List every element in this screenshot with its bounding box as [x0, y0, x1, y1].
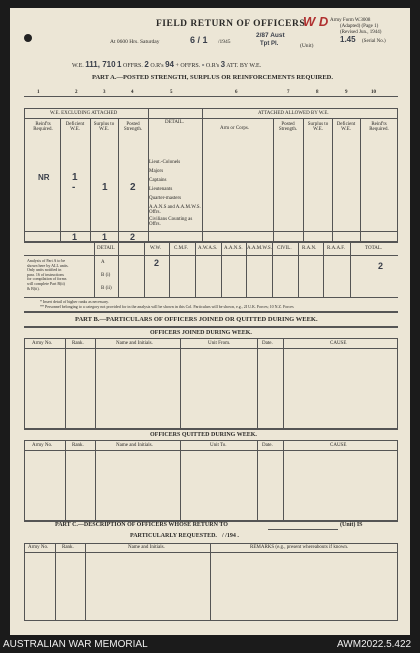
analysis-col-awas: A.W.A.S. — [198, 246, 218, 251]
footer-accession: AWM2022.5.422 — [337, 639, 412, 650]
footer-source: AUSTRALIAN WAR MEMORIAL — [3, 639, 148, 650]
note-2: ** Personnel belonging to a category not provided for in the analysis will be shown in this Col. Particulars will be shown, e.g., 2I U.K. Forces; 10 N.Z. Forces — [40, 304, 294, 309]
hw-deficient-1: 1 — [72, 172, 78, 183]
analysis-instructions: Analysis of Part A to be shown here by ALL units. Only units notified in para. 16 of instructions for compilation of forms will complete Part B(ii) & B(ii). — [27, 258, 69, 291]
part-c-line2: PARTICULARLY REQUESTED. — [130, 533, 217, 539]
col-num-2: 2 — [75, 90, 78, 95]
analysis-row-b1: B (i) — [101, 273, 111, 278]
form-id-line1: Army Form W.3008 — [330, 18, 371, 23]
part-c-col-remarks: REMARKS (e.g., present whereabouts if known. — [250, 545, 349, 550]
joined-col-cause: CAUSE — [330, 341, 347, 346]
part-b-heading: PART B.—PARTICULARS OF OFFICERS JOINED OR QUITTED DURING WEEK. — [75, 316, 318, 323]
we-excluding-attached: W.E. EXCLUDING ATTACHED — [50, 111, 118, 116]
form-paper — [10, 8, 410, 635]
hdr-reinf-required-right: Reinf'ts Required. — [369, 122, 389, 132]
analysis-col-ran: R.A.N. — [302, 246, 317, 251]
col-num-7: 7 — [287, 90, 290, 95]
hw-analysis-ww: 2 — [154, 258, 160, 268]
part-c-col-rank: Rank. — [62, 545, 74, 550]
detail-aans: A.A.N.S and A.A.M.W.S. Offrs. — [149, 205, 201, 215]
form-title: FIELD RETURN OF OFFICERS — [156, 19, 306, 29]
hdr-deficient-right: Deficient W.E. — [336, 122, 356, 132]
binder-mark — [24, 34, 32, 42]
part-c-line1: PART C.—DESCRIPTION OF OFFICERS WHOSE RETURN TO — [55, 522, 228, 528]
at-line-date: 6 / 1 — [190, 35, 208, 45]
handwritten-initials: W D — [303, 14, 329, 29]
col-num-1: 1 — [37, 90, 40, 95]
col-num-9: 9 — [345, 90, 348, 95]
note-1: * Insert detail of higher ranks as necessary. — [40, 299, 109, 304]
detail-majors: Majors — [149, 169, 164, 174]
hdr-detail: DETAIL. — [165, 120, 184, 125]
joined-title: OFFICERS JOINED DURING WEEK. — [150, 330, 252, 336]
quitted-col-cause: CAUSE — [330, 443, 347, 448]
hw-posted-2: 2 — [130, 182, 136, 193]
at-line-year: /1945 — [218, 39, 231, 45]
part-c-col-army-no: Army No. — [28, 545, 49, 550]
detail-captains: Captains — [149, 178, 167, 183]
hw-total-surplus: 1 — [102, 232, 108, 242]
col-num-4: 4 — [131, 90, 134, 95]
detail-lieutenants: Lieutenants — [149, 187, 173, 192]
quitted-col-unit-to: Unit To. — [210, 443, 227, 448]
hdr-deficient-left: Deficient W.E. — [65, 122, 85, 132]
hw-total-deficient: 1 — [72, 232, 78, 242]
col-num-6: 6 — [235, 90, 238, 95]
analysis-col-civil: CIVIL. — [277, 246, 292, 251]
we-line: W.E. 111, 710 1 OFFRS. 2 O.R's 94 + OFFRS. - O.R's 3 ATT. BY W.E. — [72, 60, 262, 69]
hdr-surplus-right: Surplus to W.E. — [307, 122, 329, 132]
part-c-col-name: Name and Initials. — [128, 545, 165, 550]
analysis-row-b2: B (ii) — [101, 286, 112, 291]
hw-surplus-2: 1 — [102, 182, 108, 193]
analysis-detail-label: DETAIL — [97, 246, 115, 251]
col-num-3: 3 — [103, 90, 106, 95]
detail-lieut-colonels: Lieut.-Colonels — [149, 160, 181, 165]
joined-col-unit-from: Unit From. — [208, 341, 231, 346]
col-num-8: 8 — [316, 90, 319, 95]
analysis-col-cmf: C.M.F. — [174, 246, 188, 251]
form-id-line3: (Revised Jun., 1944) — [340, 30, 382, 35]
quitted-col-rank: Rank. — [72, 443, 84, 448]
attached-allowed: ATTACHED ALLOWED BY W.E. — [258, 111, 329, 116]
detail-quartermasters: Quarter-masters — [149, 196, 182, 201]
hw-deficient-2: - — [72, 182, 76, 193]
hdr-posted-right: Posted Strength. — [278, 122, 298, 132]
part-c-date: / /194 . — [222, 533, 239, 539]
quitted-col-army-no: Army No. — [32, 443, 53, 448]
analysis-row-a: A — [101, 260, 105, 265]
hw-analysis-total: 2 — [378, 261, 384, 271]
hdr-arm-corps: Arm or Corps. — [220, 126, 250, 131]
at-line-unit-label: (Unit) — [300, 43, 314, 49]
at-line-serial: 1.45 — [340, 35, 356, 44]
form-id-line2: (Adapted) (Page 1) — [340, 24, 379, 29]
hw-nr: NR — [38, 173, 50, 182]
hdr-posted-left: Posted Strength. — [123, 122, 143, 132]
at-line-unit1: 2/87 Aust — [256, 32, 285, 39]
hw-total-posted: 2 — [130, 232, 136, 242]
joined-col-rank: Rank. — [72, 341, 84, 346]
analysis-col-aamws: A.A.M.W.S. — [247, 246, 272, 251]
part-a-heading: PART A.—POSTED STRENGTH, SURPLUS OR REINFORCEMENTS REQUIRED. — [92, 74, 333, 81]
col-num-5: 5 — [170, 90, 173, 95]
col-num-10: 10 — [371, 90, 376, 95]
joined-col-name: Name and Initials. — [116, 341, 153, 346]
joined-col-date: Date. — [262, 341, 273, 346]
analysis-col-total: TOTAL. — [365, 246, 383, 251]
joined-col-army-no: Army No. — [32, 341, 53, 346]
analysis-col-ww: W.W. — [150, 246, 162, 251]
part-c-unit-is: (Unit) IS — [340, 522, 363, 528]
form-serial-label: (Serial No.) — [362, 39, 386, 44]
detail-civilians: Civilians Counting as Offrs. — [149, 217, 193, 227]
analysis-col-raaf: R.A.A.F. — [327, 246, 345, 251]
quitted-col-date: Date. — [262, 443, 273, 448]
quitted-col-name: Name and Initials. — [116, 443, 153, 448]
hdr-reinf-required-left: Reinf'ts Required. — [33, 122, 53, 132]
at-line-prefix: At 0600 Hrs. Saturday — [110, 39, 160, 45]
at-line-unit2: Tpt Pl. — [260, 41, 279, 47]
quitted-title: OFFICERS QUITTED DURING WEEK. — [150, 432, 257, 438]
analysis-col-aans: A.A.N.S. — [224, 246, 243, 251]
footer-bar — [0, 637, 420, 653]
hdr-surplus-left: Surplus to W.E. — [93, 122, 115, 132]
